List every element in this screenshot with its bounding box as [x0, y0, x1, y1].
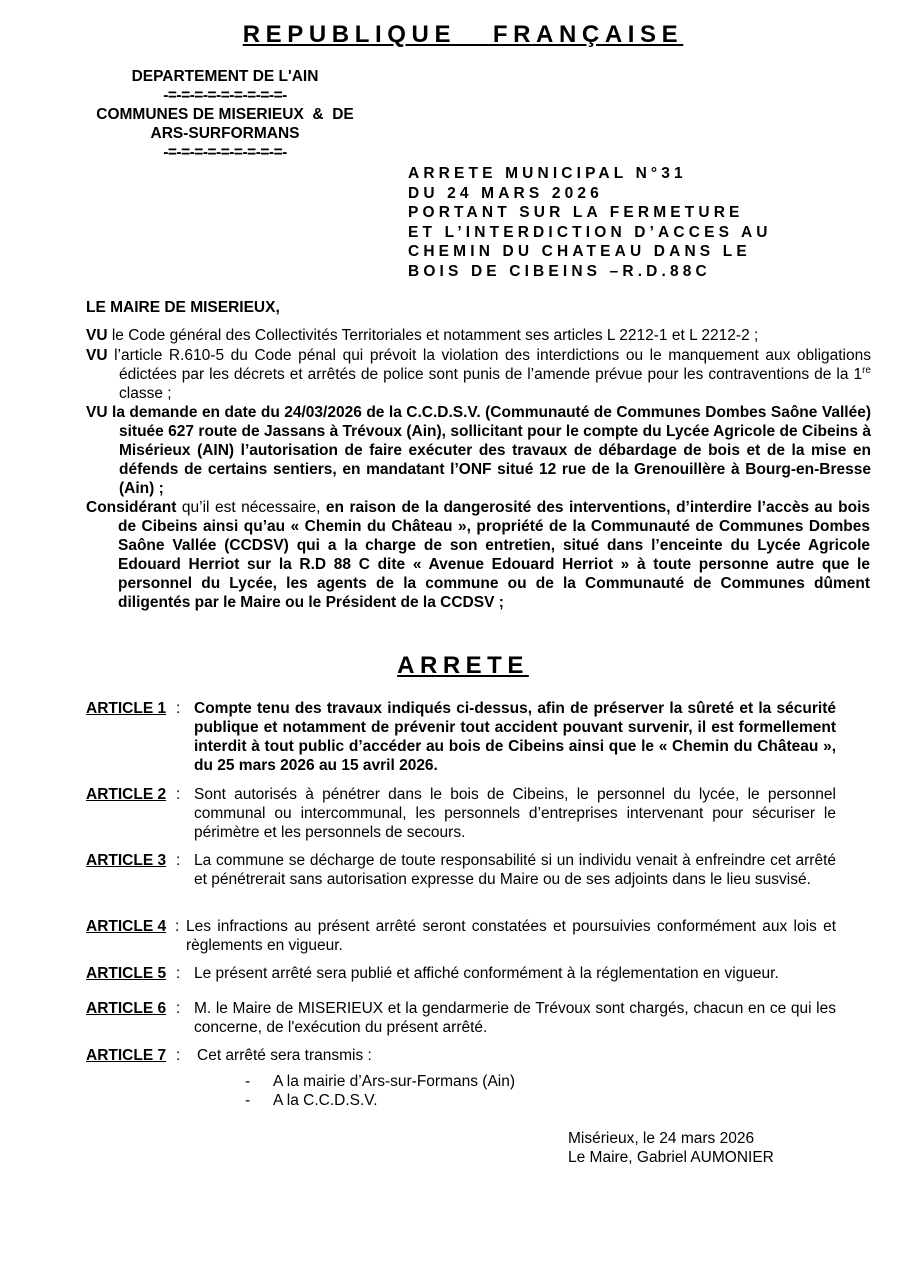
visa-text-end: classe ;: [119, 385, 172, 402]
signature-signatory: Le Maire, Gabriel AUMONIER: [568, 1149, 774, 1166]
republic-title: REPUBLIQUE FRANÇAISE: [242, 21, 684, 48]
visa-text: le Code général des Collectivités Territoriales et notamment ses articles L 2212-1 et L 2212-2 ;: [107, 327, 759, 344]
maire-title: LE MAIRE DE MISERIEUX,: [86, 299, 280, 316]
article-colon: :: [176, 1047, 181, 1064]
article-7-label: ARTICLE 7: [86, 1047, 167, 1064]
transmis-item: A la C.C.D.S.V.: [273, 1092, 378, 1109]
visa-1: [86, 326, 838, 345]
article-1-text: Compte tenu des travaux indiqués ci-dessus, afin de préserver la sûreté et la sécurité publique et notamment de prévenir tout accident pouvant survenir, il est formellement interdit à tout public d’accéder au bois de Cibeins ainsi que le « Chemin du Château », du 25 mars 2026 au 15 avril 2026.: [194, 700, 836, 774]
article-7-text: Cet arrêté sera transmis :: [197, 1047, 372, 1064]
visa-superscript: re: [862, 364, 871, 376]
list-dash: -: [245, 1092, 251, 1109]
article-6-text: M. le Maire de MISERIEUX et la gendarmerie de Trévoux sont chargés, chacun en ce qui les concerne, de l'exécution du présent arrêté.: [194, 1000, 836, 1036]
department-name: DEPARTEMENT DE L'AIN: [131, 68, 319, 85]
article-colon: :: [175, 918, 180, 935]
visa-3: VU la demande en date du 24/03/2026 de la C.C.D.S.V. (Communauté de Communes Dombes Saône Vallée) située 627 route de Jassans à Trévoux (Ain), sollicitant pour le compte du Lycée Agricole de Cibeins à Misérieux (AIN) l’autorisation de faire exécuter des travaux de débardage de bois et de la mise en défends de certains sentiers, en mandatant l’ONF situé 12 rue de la Grenouillère à Bourg-en-Bresse (Ain) ;: [86, 404, 871, 497]
considerant: [86, 498, 870, 612]
article-colon: :: [176, 852, 181, 869]
arrete-heading-line: ARRETE MUNICIPAL N°31: [408, 165, 687, 182]
arrete-heading-line: DU 24 MARS 2026: [408, 184, 603, 202]
article-5-label: ARTICLE 5: [86, 965, 167, 982]
article-4-label: ARTICLE 4: [86, 918, 167, 935]
article-2-text: Sont autorisés à pénétrer dans le bois de Cibeins, le personnel du lycée, le personnel communal ou intercommunal, les personnels d’entreprises intervenant pour sécuriser le périmètre et les personnels de secours.: [194, 786, 836, 841]
article-colon: :: [176, 965, 181, 982]
list-dash: -: [245, 1073, 251, 1090]
communes-line-2: ARS-SURFORMANS: [150, 125, 300, 142]
arrete-heading-line: BOIS DE CIBEINS –R.D.88C: [408, 262, 711, 280]
article-3-text: La commune se décharge de toute responsabilité si un individu venait à enfreindre cet arrêté et pénétrerait sans autorisation expresse du Maire ou de ses adjoints dans le lieu susvisé.: [194, 852, 836, 888]
considerant-bold-text: en raison de la dangerosité des interventions, d’interdire l’accès au bois de Cibeins ainsi qu’au « Chemin du Château », propriété de la Communauté de Communes Dombes Saône Vallée (CCDSV) qui a la charge de son entretien, situé dans l’enceinte du Lycée Agricole Edouard Herriot sur la R.D 88 C dite « Avenue Edouard Herriot » à toute personne autre que le personnel du Lycée, les agents de la commune ou de la Communauté de Communes dûment diligentés par le Maire ou le Président de la CCDSV ;: [118, 499, 870, 611]
signature-place-date: Misérieux, le 24 mars 2026: [568, 1130, 755, 1147]
transmis-item: A la mairie d’Ars-sur-Formans (Ain): [273, 1073, 516, 1090]
article-3-label: ARTICLE 3: [86, 852, 167, 869]
considerant-text: qu’il est nécessaire,: [176, 499, 326, 516]
arrete-title: ARRETE: [397, 652, 529, 679]
communes-line-1: COMMUNES DE MISERIEUX & DE: [96, 106, 354, 123]
visa-2: [86, 346, 871, 403]
arrete-heading-line: CHEMIN DU CHATEAU DANS LE: [408, 243, 751, 260]
visa-label: VU: [86, 327, 108, 344]
article-1-label: ARTICLE 1: [86, 700, 167, 717]
article-colon: :: [176, 700, 181, 717]
article-5-text: Le présent arrêté sera publié et affiché conformément à la réglementation en vigueur.: [194, 965, 779, 982]
arrete-heading-line: ET L’INTERDICTION D’ACCES AU: [408, 223, 772, 241]
separator-2: -=-=-=-=-=-=-=-=-=-: [163, 144, 287, 161]
visa-text: l’article R.610-5 du Code pénal qui prévoit la violation des interdictions ou le manquement aux obligations édictées par les décrets et arrêtés de police sont punis de l’amende prévue pour les contraventions de la 1: [107, 347, 871, 383]
arrete-heading: [408, 164, 772, 281]
visa-label: VU: [86, 347, 108, 364]
article-colon: :: [176, 1000, 181, 1017]
department-block: [80, 67, 370, 162]
article-4-text: Les infractions au présent arrêté seront constatées et poursuivies conformément aux lois et règlements en vigueur.: [186, 918, 836, 954]
article-6-label: ARTICLE 6: [86, 1000, 167, 1017]
separator: -=-=-=-=-=-=-=-=-=-: [163, 87, 287, 104]
considerant-label: Considérant: [86, 499, 177, 516]
arrete-heading-line: PORTANT SUR LA FERMETURE: [408, 204, 744, 221]
article-colon: :: [176, 786, 181, 803]
article-2-label: ARTICLE 2: [86, 786, 167, 803]
